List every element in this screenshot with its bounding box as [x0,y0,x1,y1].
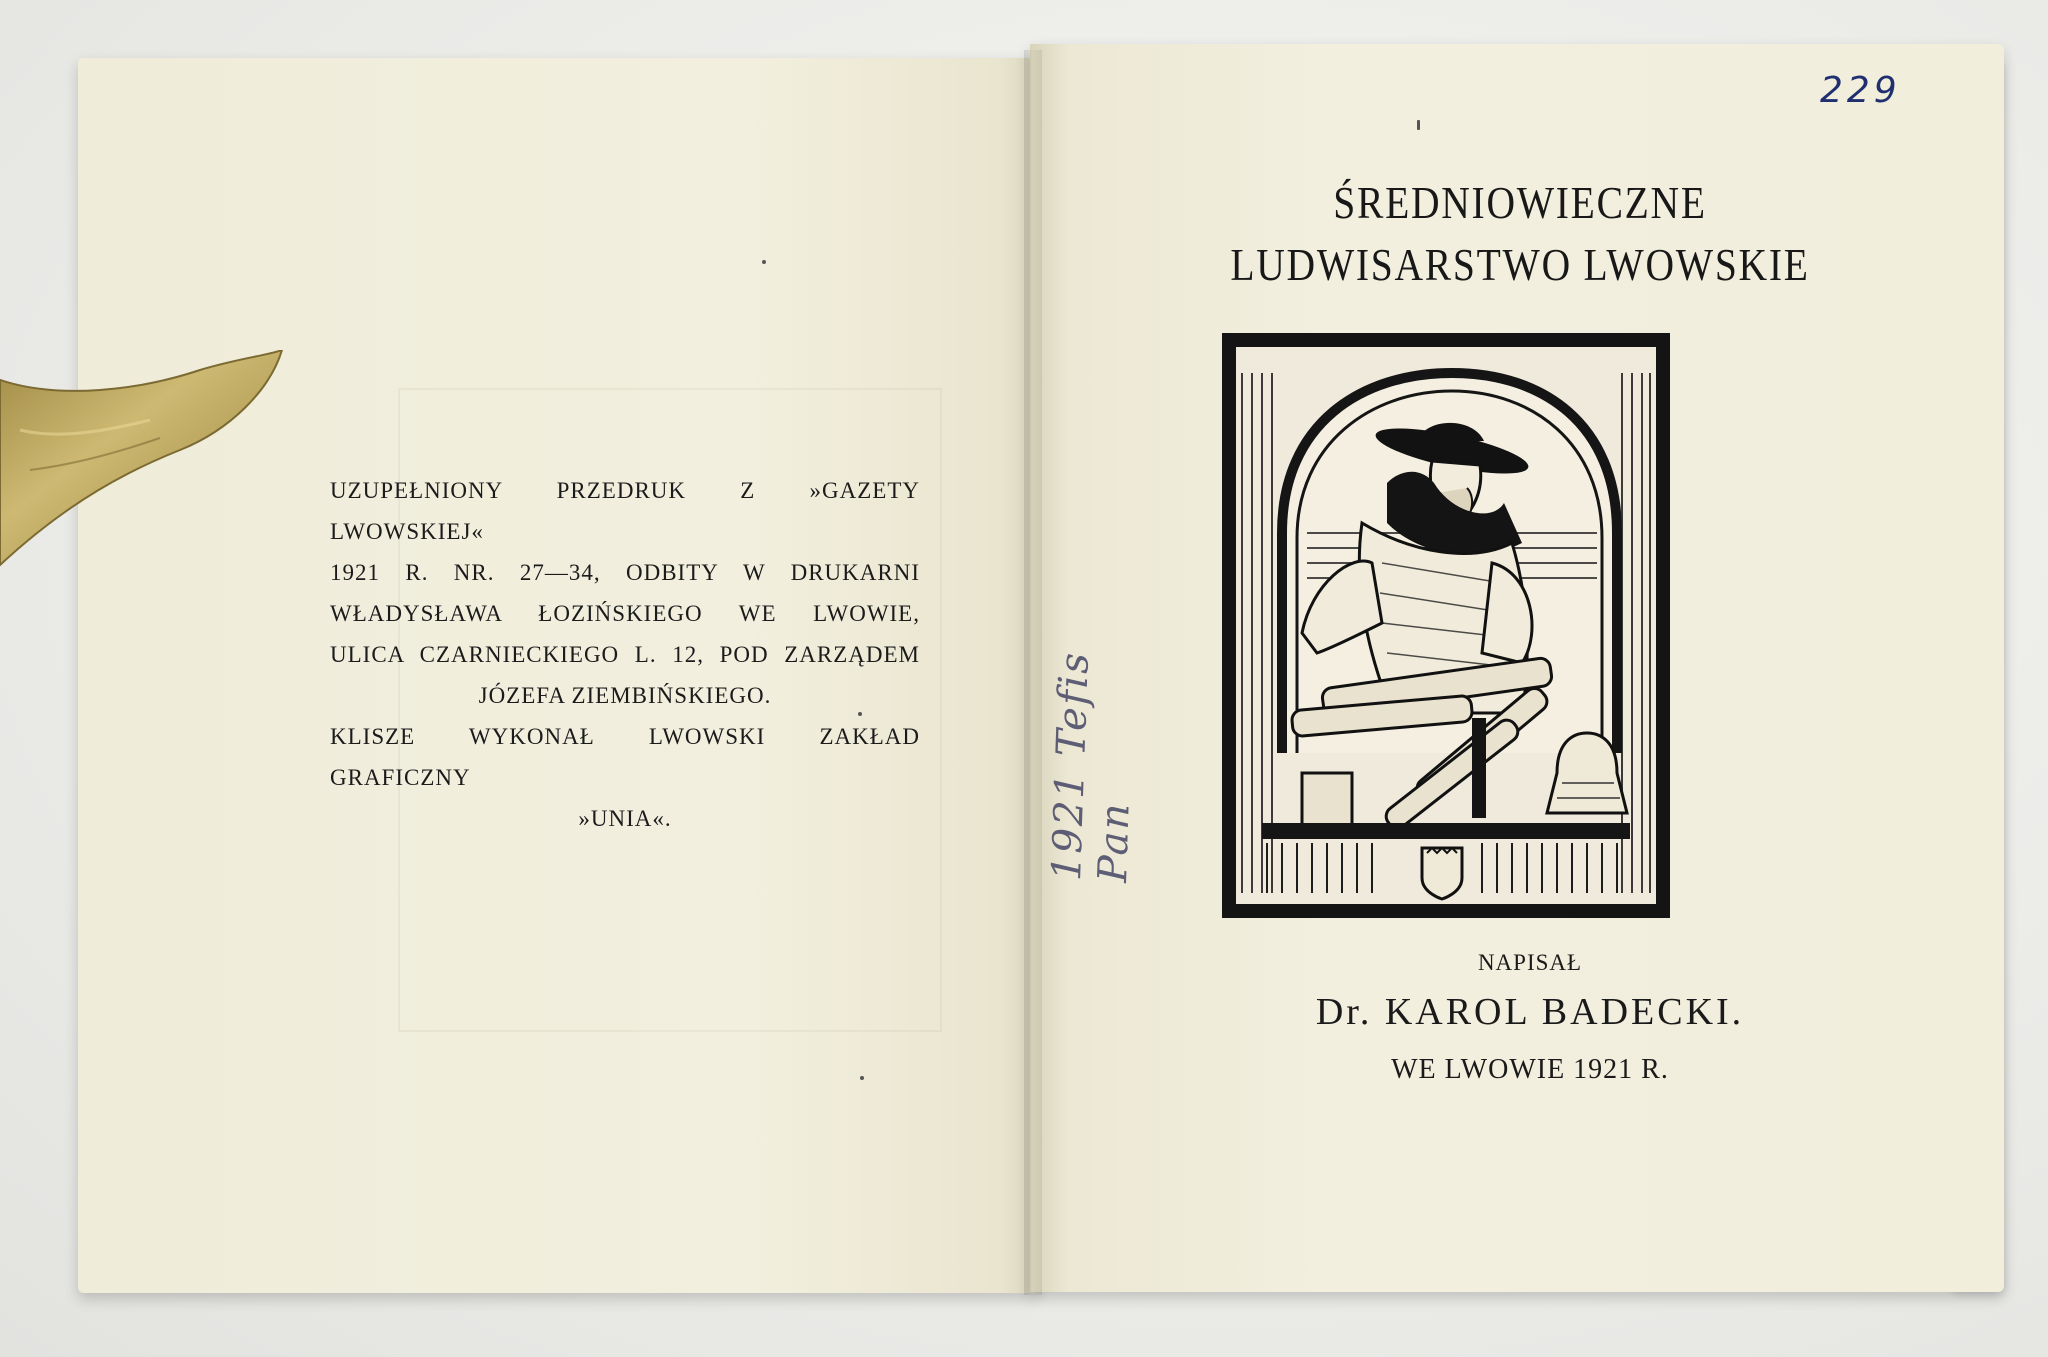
imprint-line: UZUPEŁNIONY PRZEDRUK Z »GAZETY LWOWSKIEJ« [330,478,920,544]
imprint-line: ULICA CZARNIECKIEGO L. 12, POD ZARZĄDEM [330,642,920,667]
imprint-line: WŁADYSŁAWA ŁOZIŃSKIEGO WE LWOWIE, [330,601,920,626]
paper-speck [762,260,766,264]
paper-speck [858,712,862,716]
letter-opener-knife [0,350,290,580]
title-line-2: LUDWISARSTWO LWOWSKIE [1230,239,1810,290]
paper-speck [860,1076,864,1080]
imprint-line: 1921 R. NR. 27—34, ODBITY W DRUKARNI [330,560,920,585]
paper-speck [1417,120,1420,130]
woodcut-illustration [1222,333,1670,918]
imprint-line: »UNIA«. [578,806,672,831]
book-gutter [1024,50,1042,1295]
place-and-year: WE LWOWIE 1921 R. [1391,1054,1669,1085]
imprint-line: KLISZE WYKONAŁ LWOWSKI ZAKŁAD GRAFICZNY [330,724,920,790]
imprint-block [330,470,920,839]
title-line-1: ŚREDNIOWIECZNE [1333,177,1707,228]
bell-founder-woodcut [1222,333,1670,918]
author-block [1160,950,1900,1086]
author-name: Dr. KAROL BADECKI. [1315,991,1745,1033]
imprint-line: JÓZEFA ZIEMBIŃSKIEGO. [478,683,772,708]
book-title [1159,172,1881,296]
written-by-label: NAPISAŁ [1477,950,1583,975]
handwritten-margin-note: 1921 Tefis Pan [1044,650,1139,884]
handwritten-page-number: 229 [1820,70,1901,111]
